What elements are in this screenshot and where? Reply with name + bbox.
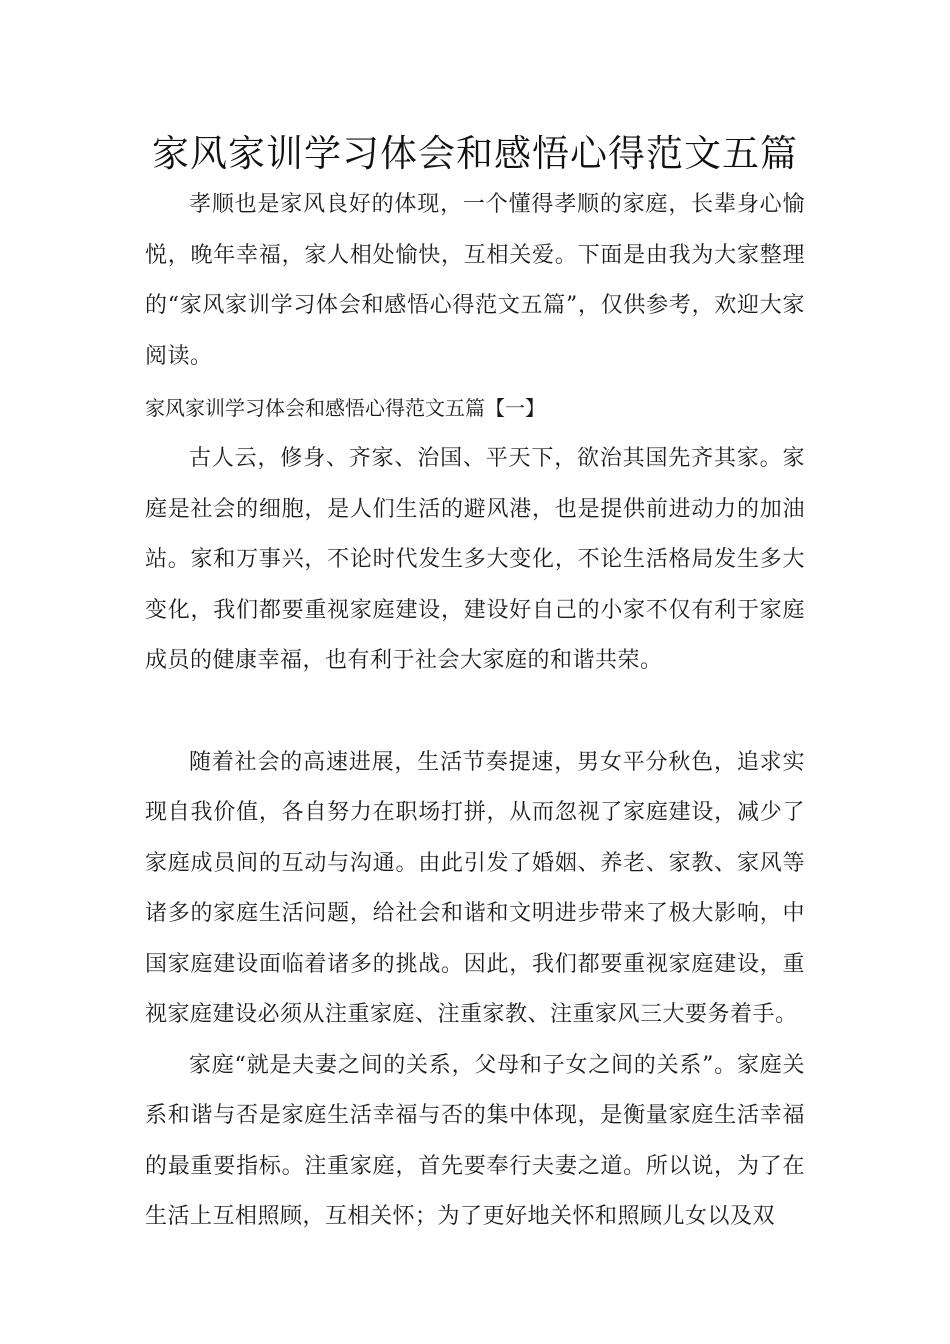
paragraph-gap	[145, 687, 805, 738]
body-paragraph-2: 随着社会的高速进展，生活节奏提速，男女平分秋色，追求实现自我价值，各自努力在职场打拼，从而忽视了家庭建设，减少了家庭成员间的互动与沟通。由此引发了婚姻、养老、家教、家风等诸多的家庭生活问题，给社会和谐和文明进步带来了极大影响，中国家庭建设面临着诸多的挑战。因此，我们都要重视家庭建设，重视家庭建设必须从注重家庭、注重家教、注重家风三大要务着手。	[145, 749, 805, 1027]
body-paragraph-3: 家庭“就是夫妻之间的关系，父母和子女之间的关系”。家庭关系和谐与否是家庭生活幸福与否的集中体现，是衡量家庭生活幸福的最重要指标。注重家庭，首先要奉行夫妻之道。所以说，为了在生活上互相照顾，互相关怀；为了更好地关怀和照顾儿女以及双	[145, 1052, 805, 1229]
section-heading: 家风家训学习体会和感悟心得范文五篇【一】	[145, 396, 545, 420]
document-body	[145, 180, 805, 1243]
body-paragraph-1: 古人云，修身、齐家、治国、平天下，欲治其国先齐其家。家庭是社会的细胞，是人们生活的避风港，也是提供前进动力的加油站。家和万事兴，不论时代发生多大变化，不论生活格局发生多大变化，我们都要重视家庭建设，建设好自己的小家不仅有利于家庭成员的健康幸福，也有利于社会大家庭的和谐共荣。	[145, 446, 805, 673]
intro-paragraph: 孝顺也是家风良好的体现，一个懂得孝顺的家庭，长辈身心愉悦，晚年幸福，家人相处愉快，互相关爱。下面是由我为大家整理的“家风家训学习体会和感悟心得范文五篇”，仅供参考，欢迎大家阅读。	[145, 192, 805, 369]
document-title: 家风家训学习体会和感悟心得范文五篇	[152, 132, 798, 175]
